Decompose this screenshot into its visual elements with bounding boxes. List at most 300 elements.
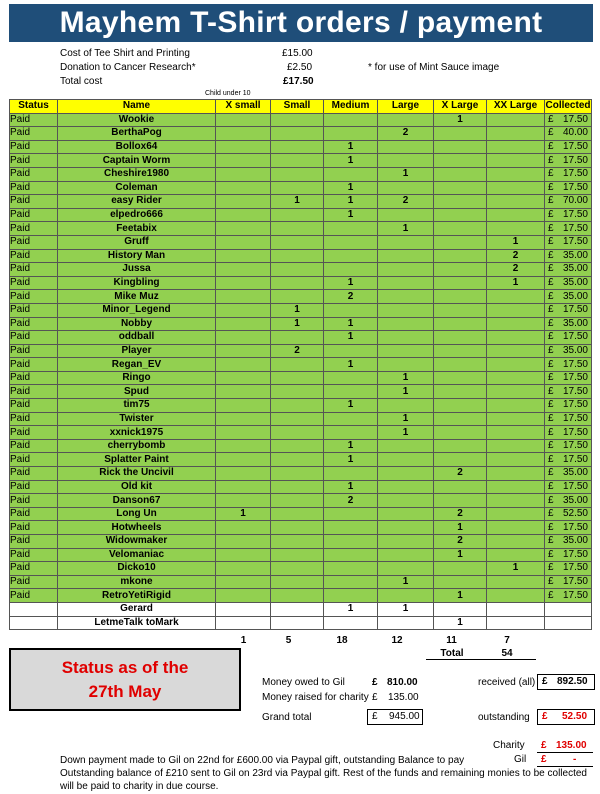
collected-amount: 35.00 [562,467,588,479]
qty-cell-s: 1 [271,195,324,209]
qty-cell-xxl [487,208,545,222]
qty-cell-s [271,181,324,195]
qty-cell-l [378,263,434,277]
collected-cell [545,154,592,168]
total-value: 54 [478,648,536,660]
qty-cell-m: 1 [324,602,378,616]
name-cell: Spud [58,385,216,399]
qty-cell-l [378,154,434,168]
qty-cell-xl [434,344,487,358]
collected-amount: 17.50 [562,399,588,411]
total-small: 5 [285,635,292,646]
qty-cell-xs [216,290,271,304]
table-header-row [10,100,592,114]
qty-cell-s [271,113,324,127]
collected-amount: 17.50 [562,453,588,465]
collected-cell [545,453,592,467]
qty-cell-m [324,371,378,385]
collected-amount: 17.50 [562,426,588,438]
collected-pound: £ [548,372,554,384]
table-row [10,439,592,453]
qty-cell-m [324,222,378,236]
collected-cell [545,167,592,181]
name-cell: Kingbling [58,276,216,290]
qty-cell-s [271,480,324,494]
status-cell: Paid [10,399,58,413]
tee-cost-label: Cost of Tee Shirt and Printing [60,48,190,59]
name-cell: LetmeTalk toMark [58,616,216,630]
qty-cell-l [378,249,434,263]
collected-amount: 70.00 [562,195,588,207]
status-cell: Paid [10,521,58,535]
collected-pound: £ [548,317,554,329]
collected-amount: 17.50 [562,113,588,125]
donation-note: * for use of Mint Sauce image [368,62,500,73]
qty-cell-xs [216,167,271,181]
collected-pound: £ [548,480,554,492]
qty-cell-xl [434,480,487,494]
qty-cell-xs [216,358,271,372]
qty-cell-xs [216,208,271,222]
table-row [10,480,592,494]
qty-cell-xl [434,317,487,331]
status-cell: Paid [10,290,58,304]
qty-cell-xxl [487,290,545,304]
collected-cell [545,276,592,290]
qty-cell-m [324,412,378,426]
column-header-large: Large [378,100,434,114]
status-cell: Paid [10,317,58,331]
collected-pound: £ [548,521,554,533]
table-row [10,358,592,372]
table-row [10,521,592,535]
qty-cell-m: 1 [324,208,378,222]
qty-cell-xxl [487,331,545,345]
column-header-xx-large: XX Large [487,100,545,114]
status-cell: Paid [10,235,58,249]
qty-cell-s [271,439,324,453]
total-xlarge: 11 [446,635,457,646]
qty-cell-l: 1 [378,385,434,399]
table-row [10,331,592,345]
qty-cell-xs [216,385,271,399]
table-row [10,535,592,549]
qty-cell-xl [434,208,487,222]
status-line-1: Status as of the [61,658,189,677]
qty-cell-m [324,548,378,562]
status-cell: Paid [10,140,58,154]
qty-cell-xs [216,331,271,345]
collected-amount: 17.50 [562,440,588,452]
name-cell: Old kit [58,480,216,494]
collected-amount: 17.50 [562,372,588,384]
qty-cell-l [378,208,434,222]
total-cost-label: Total cost [60,76,103,87]
collected-pound: £ [548,494,554,506]
collected-cell [545,616,592,630]
name-cell: Ringo [58,371,216,385]
table-row [10,412,592,426]
collected-amount: 17.50 [562,331,588,343]
qty-cell-xl [434,303,487,317]
qty-cell-m [324,127,378,141]
grand-value: 945.00 [389,711,420,722]
collected-pound: £ [548,304,554,316]
collected-pound: £ [548,344,554,356]
status-cell: Paid [10,467,58,481]
status-cell: Paid [10,222,58,236]
qty-cell-s [271,589,324,603]
table-row [10,140,592,154]
grand-pound: £ [372,711,378,722]
status-cell: Paid [10,276,58,290]
qty-cell-l [378,331,434,345]
qty-cell-xxl [487,127,545,141]
received-value: 892.50 [557,676,588,687]
qty-cell-xs [216,249,271,263]
table-row [10,317,592,331]
collected-amount: 17.50 [562,181,588,193]
status-cell: Paid [10,535,58,549]
collected-pound: £ [548,358,554,370]
qty-cell-xs [216,222,271,236]
collected-pound: £ [548,385,554,397]
qty-cell-xs [216,371,271,385]
qty-cell-xl [434,290,487,304]
collected-amount: 17.50 [562,480,588,492]
collected-cell [545,507,592,521]
qty-cell-xxl [487,113,545,127]
collected-amount: 17.50 [562,304,588,316]
qty-cell-xs [216,575,271,589]
qty-cell-xxl: 2 [487,263,545,277]
status-cell: Paid [10,344,58,358]
status-cell: Paid [10,331,58,345]
qty-cell-xs [216,127,271,141]
collected-cell [545,140,592,154]
collected-pound: £ [548,209,554,221]
qty-cell-m: 1 [324,358,378,372]
charity-payout-box [537,740,593,753]
qty-cell-xxl [487,439,545,453]
charity-pound: £ [372,692,378,703]
qty-cell-xl: 1 [434,548,487,562]
qty-cell-s [271,290,324,304]
qty-cell-xs [216,616,271,630]
table-row [10,467,592,481]
name-cell: easy Rider [58,195,216,209]
column-header-medium: Medium [324,100,378,114]
qty-cell-s: 2 [271,344,324,358]
qty-cell-l: 1 [378,222,434,236]
table-row [10,548,592,562]
outstanding-box [537,709,595,725]
qty-cell-s: 1 [271,303,324,317]
collected-amount: 35.00 [562,263,588,275]
qty-cell-xxl [487,154,545,168]
name-cell: Gerard [58,602,216,616]
table-row [10,494,592,508]
column-header-name: Name [58,100,216,114]
qty-cell-xxl [487,167,545,181]
qty-cell-s [271,208,324,222]
qty-cell-xs [216,263,271,277]
collected-cell [545,235,592,249]
name-cell: mkone [58,575,216,589]
collected-cell [545,371,592,385]
qty-cell-xs [216,303,271,317]
collected-amount: 17.50 [562,209,588,221]
qty-cell-m [324,535,378,549]
qty-cell-m [324,616,378,630]
qty-cell-l [378,494,434,508]
qty-cell-s [271,535,324,549]
table-row [10,167,592,181]
qty-cell-s [271,616,324,630]
table-row [10,426,592,440]
status-cell: Paid [10,303,58,317]
collected-cell [545,358,592,372]
qty-cell-l: 1 [378,602,434,616]
qty-cell-m [324,263,378,277]
qty-cell-xxl: 1 [487,562,545,576]
collected-cell [545,548,592,562]
table-row [10,222,592,236]
qty-cell-xs [216,521,271,535]
qty-cell-m [324,249,378,263]
qty-cell-m: 1 [324,453,378,467]
status-cell: Paid [10,195,58,209]
qty-cell-m [324,303,378,317]
qty-cell-xxl [487,507,545,521]
status-cell: Paid [10,208,58,222]
gil-payout-label: Gil [514,754,527,765]
total-medium: 18 [336,635,348,646]
qty-cell-m [324,113,378,127]
collected-amount: 17.50 [562,154,588,166]
qty-cell-s [271,507,324,521]
qty-cell-xs [216,548,271,562]
received-pound: £ [542,676,548,687]
qty-cell-xs [216,195,271,209]
qty-cell-xxl [487,602,545,616]
name-cell: oddball [58,331,216,345]
qty-cell-xs [216,589,271,603]
table-row [10,235,592,249]
qty-cell-xs [216,602,271,616]
collected-pound: £ [548,426,554,438]
collected-pound: £ [548,154,554,166]
table-row [10,113,592,127]
owed-label: Money owed to Gil [262,677,345,688]
qty-cell-xxl [487,222,545,236]
qty-cell-xxl [487,535,545,549]
name-cell: Long Un [58,507,216,521]
qty-cell-xxl [487,371,545,385]
qty-cell-l: 1 [378,426,434,440]
qty-cell-m: 1 [324,195,378,209]
column-header-status: Status [10,100,58,114]
qty-cell-xl [434,453,487,467]
collected-cell [545,303,592,317]
qty-cell-s [271,358,324,372]
collected-amount: 17.50 [562,562,588,574]
note-down-payment: Down payment made to Gil on 22nd for £600.00 via Paypal gift, outstanding Balance to pay [60,755,465,766]
tee-cost-value: £15.00 [282,48,313,59]
name-cell: elpedro666 [58,208,216,222]
qty-cell-xs [216,276,271,290]
collected-cell [545,317,592,331]
name-cell: BerthaPog [58,127,216,141]
qty-cell-xs [216,140,271,154]
status-cell [10,602,58,616]
owed-pound: £ [372,677,378,688]
qty-cell-m: 1 [324,480,378,494]
table-row [10,399,592,413]
qty-cell-l [378,317,434,331]
qty-cell-xl: 1 [434,589,487,603]
name-cell: Feetabix [58,222,216,236]
qty-cell-l [378,290,434,304]
qty-cell-xl [434,385,487,399]
qty-cell-s [271,222,324,236]
collected-cell [545,290,592,304]
qty-cell-xxl: 1 [487,276,545,290]
charity-payout-value: 135.00 [556,740,587,751]
qty-cell-m [324,167,378,181]
collected-pound: £ [548,548,554,560]
table-row [10,616,592,630]
table-row [10,589,592,603]
qty-cell-m [324,507,378,521]
qty-cell-s [271,453,324,467]
qty-cell-s [271,562,324,576]
collected-cell [545,589,592,603]
collected-pound: £ [548,168,554,180]
status-line-2: 27th May [88,682,162,701]
qty-cell-xl [434,602,487,616]
qty-cell-m [324,562,378,576]
collected-pound: £ [548,222,554,234]
qty-cell-xxl [487,494,545,508]
qty-cell-xxl [487,480,545,494]
collected-cell [545,521,592,535]
collected-cell [545,195,592,209]
status-cell: Paid [10,249,58,263]
table-row [10,181,592,195]
status-cell: Paid [10,167,58,181]
name-cell: Coleman [58,181,216,195]
collected-pound: £ [548,127,554,139]
qty-cell-s [271,371,324,385]
qty-cell-xl [434,140,487,154]
collected-cell [545,467,592,481]
qty-cell-xl: 1 [434,616,487,630]
table-row [10,276,592,290]
qty-cell-xxl [487,521,545,535]
status-cell: Paid [10,494,58,508]
qty-cell-xs [216,399,271,413]
collected-amount: 35.00 [562,535,588,547]
collected-amount: 35.00 [562,494,588,506]
collected-amount: 17.50 [562,576,588,588]
collected-amount: 17.50 [562,141,588,153]
qty-cell-s [271,548,324,562]
owed-value: 810.00 [387,677,418,688]
qty-cell-l: 1 [378,371,434,385]
qty-cell-l: 1 [378,575,434,589]
qty-cell-xs [216,154,271,168]
name-cell: Splatter Paint [58,453,216,467]
collected-amount: 52.50 [562,508,588,520]
collected-pound: £ [548,440,554,452]
qty-cell-m: 1 [324,317,378,331]
qty-cell-xl: 2 [434,507,487,521]
qty-cell-xs [216,113,271,127]
qty-cell-m [324,426,378,440]
qty-cell-l [378,548,434,562]
qty-cell-s [271,426,324,440]
collected-cell [545,249,592,263]
collected-pound: £ [548,263,554,275]
collected-pound: £ [548,589,554,601]
qty-cell-xxl [487,399,545,413]
collected-amount: 17.50 [562,385,588,397]
name-cell: Minor_Legend [58,303,216,317]
qty-cell-xl [434,181,487,195]
collected-pound: £ [548,331,554,343]
name-cell: Twister [58,412,216,426]
qty-cell-s: 1 [271,317,324,331]
name-cell: Widowmaker [58,535,216,549]
outstanding-label: outstanding [478,712,530,723]
qty-cell-m: 1 [324,399,378,413]
qty-cell-m [324,385,378,399]
qty-cell-l [378,235,434,249]
status-cell: Paid [10,507,58,521]
qty-cell-xl [434,222,487,236]
name-cell: Danson67 [58,494,216,508]
qty-cell-xs [216,344,271,358]
qty-cell-m: 1 [324,331,378,345]
qty-cell-s [271,521,324,535]
collected-cell [545,344,592,358]
qty-cell-xs [216,494,271,508]
status-cell: Paid [10,453,58,467]
qty-cell-xs [216,439,271,453]
qty-cell-xs [216,412,271,426]
qty-cell-xxl [487,467,545,481]
qty-cell-l [378,344,434,358]
table-row [10,303,592,317]
qty-cell-xl: 2 [434,467,487,481]
qty-cell-xs [216,181,271,195]
collected-amount: 17.50 [562,358,588,370]
collected-pound: £ [548,412,554,424]
collected-pound: £ [548,399,554,411]
collected-cell [545,399,592,413]
qty-cell-s [271,412,324,426]
charity-value: 135.00 [388,692,419,703]
collected-cell [545,426,592,440]
qty-cell-m [324,521,378,535]
donation-value: £2.50 [287,62,313,73]
status-cell: Paid [10,181,58,195]
name-cell: cherrybomb [58,439,216,453]
collected-pound: £ [548,535,554,547]
qty-cell-l [378,140,434,154]
qty-cell-s [271,263,324,277]
